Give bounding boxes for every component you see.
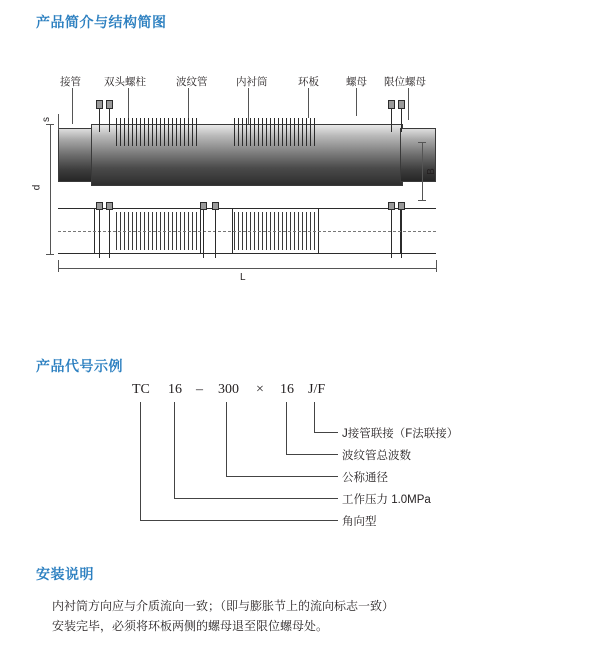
dim-tick-d-bottom: [46, 254, 54, 255]
tie-rod-bottom-right-1: [391, 210, 392, 258]
code-token-waves: 16: [280, 382, 294, 397]
code-token-pressure: 16: [168, 382, 182, 397]
leader-luomu: [356, 88, 357, 116]
code-token-series: TC: [132, 382, 150, 397]
dim-line-s: [58, 114, 59, 130]
bellows-top-left: [114, 118, 200, 146]
code-leader-joint: [314, 402, 315, 432]
callout-label-luomu: 螺母: [346, 76, 367, 88]
code-desc-joint: J接管联接（F法联接）: [342, 428, 459, 440]
install-note-line-1: 内衬筒方向应与介质流向一致；（即与膨胀节上的流向标志一致）: [52, 599, 395, 613]
nut-bottom-mid-2: [212, 202, 219, 210]
tie-rod-right-2: [401, 108, 402, 132]
dim-label-l: L: [240, 272, 246, 283]
code-pointer-dn: [226, 476, 338, 477]
code-leader-dn: [226, 402, 227, 476]
dim-tick-l-left: [58, 260, 59, 272]
dim-tick-l-right: [436, 260, 437, 272]
code-leader-pressure: [174, 402, 175, 498]
callout-label-jieguan: 接管: [60, 76, 81, 88]
tie-rod-bottom-mid-1: [203, 210, 204, 258]
callout-label-xianweiluomu: 限位螺母: [384, 76, 426, 88]
dim-line-d: [50, 124, 51, 254]
nut-bottom-left-2: [106, 202, 113, 210]
code-pointer-waves: [286, 454, 338, 455]
code-leader-waves: [286, 402, 287, 454]
structure-diagram: [31, 62, 556, 292]
code-token-dash: –: [196, 382, 203, 397]
callout-label-neichentong: 内衬筒: [236, 76, 268, 88]
code-token-times: ×: [256, 382, 264, 397]
dim-tick-d-top: [46, 124, 54, 125]
code-desc-pressure: 工作压力 1.0MPa: [342, 494, 431, 506]
dim-tick-b-top: [418, 142, 426, 143]
pipe-stub-left: [58, 128, 94, 182]
tie-rod-bottom-left-1: [99, 210, 100, 258]
dim-label-d: d: [31, 184, 43, 191]
install-note-line-2: 安装完毕，必须将环板两侧的螺母退至限位螺母处。: [52, 619, 329, 633]
leader-huanban: [308, 88, 309, 118]
code-token-joint: J/F: [308, 382, 326, 397]
code-desc-type: 角向型: [342, 516, 377, 528]
leader-shuangtouluozhu: [128, 88, 129, 118]
callout-label-shuangtouluozhu: 双头螺柱: [104, 76, 146, 88]
page-title-install: 安装说明: [36, 566, 94, 582]
product-code-diagram: [36, 382, 556, 542]
tie-rod-left-2: [109, 108, 110, 132]
code-pointer-type: [140, 520, 338, 521]
code-desc-waves: 波纹管总波数: [342, 450, 411, 462]
dim-label-b: B: [425, 168, 437, 175]
leader-jieguan: [72, 88, 73, 124]
code-pointer-pressure: [174, 498, 338, 499]
center-line: [58, 231, 436, 232]
code-desc-dn: 公称通径: [342, 472, 388, 484]
dim-tick-b-bottom: [418, 200, 426, 201]
tie-rod-right-1: [391, 108, 392, 132]
tie-rod-left-1: [99, 108, 100, 132]
code-token-dn: 300: [218, 382, 239, 397]
nut-bottom-right-1: [388, 202, 395, 210]
install-notes: [52, 596, 572, 636]
tie-rod-bottom-left-2: [109, 210, 110, 258]
dim-line-l: [58, 268, 436, 269]
code-leader-type: [140, 402, 141, 520]
code-pointer-joint: [314, 432, 338, 433]
nut-bottom-right-2: [398, 202, 405, 210]
callout-label-huanban: 环板: [298, 76, 319, 88]
nut-bottom-mid-1: [200, 202, 207, 210]
tie-rod-bottom-mid-2: [215, 210, 216, 258]
page-title-structure: 产品简介与结构简图: [36, 14, 167, 30]
dim-label-s: s: [41, 117, 52, 122]
callout-label-bowenguan: 波纹管: [176, 76, 208, 88]
dim-line-b: [422, 142, 423, 200]
bellows-top-right: [232, 118, 318, 146]
page-title-product-code: 产品代号示例: [36, 358, 123, 374]
nut-bottom-left-1: [96, 202, 103, 210]
tie-rod-bottom-right-2: [401, 210, 402, 258]
leader-xianweiluomu: [408, 88, 409, 120]
